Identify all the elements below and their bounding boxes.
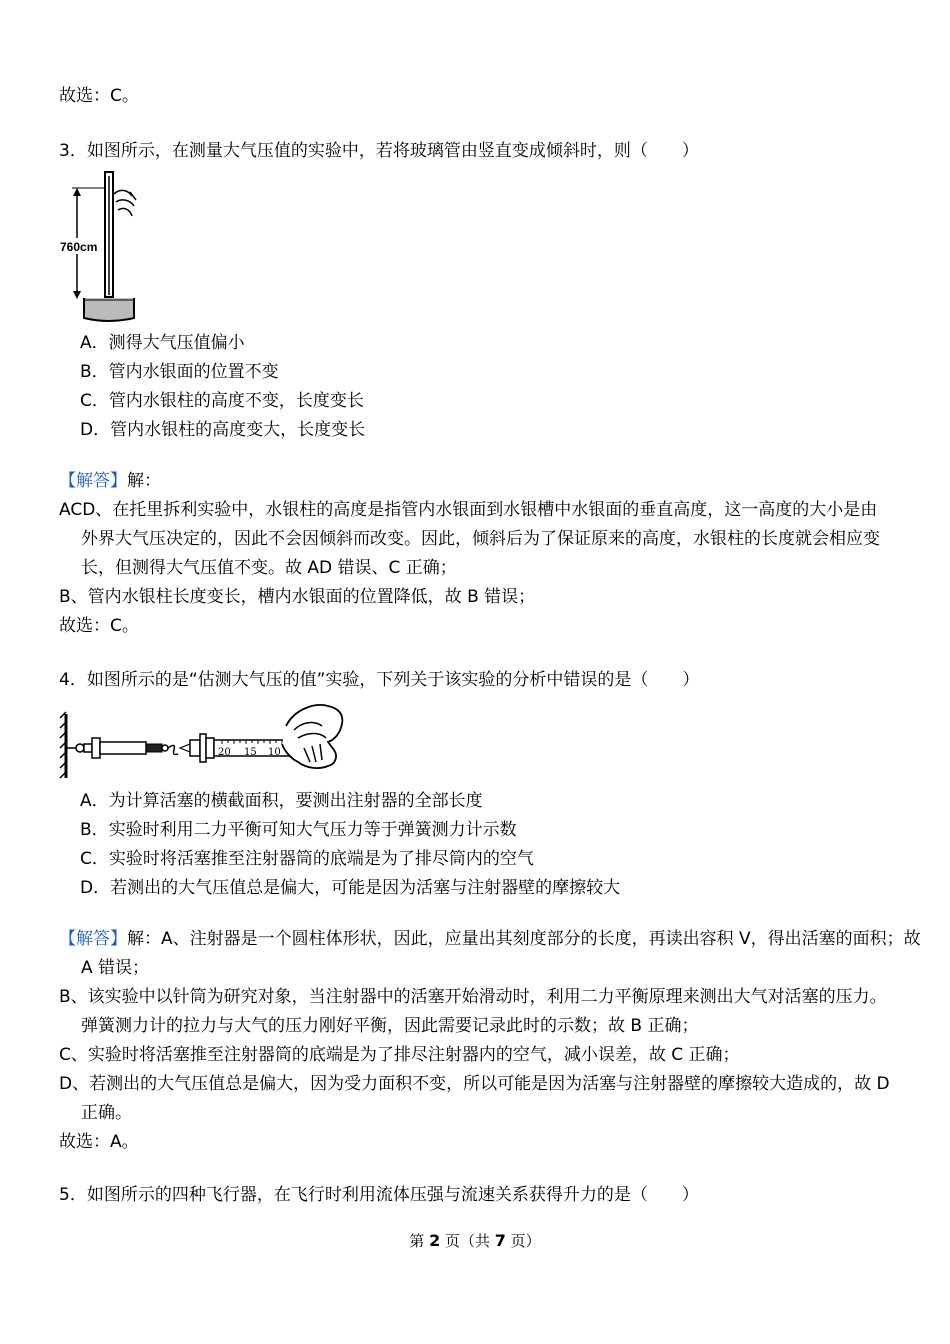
height-label: 760cm bbox=[60, 240, 98, 254]
q4-option-c: C．实验时将活塞推至注射器筒的底端是为了排尽筒内的空气 bbox=[80, 849, 534, 869]
q4-analysis-line: C、实验时将活塞推至注射器筒的底端是为了排尽注射器内的空气，减小误差，故 C 正确； bbox=[59, 1045, 740, 1065]
q3-option-c: C．管内水银柱的高度不变，长度变长 bbox=[80, 391, 364, 411]
total-pages: 7 bbox=[494, 1231, 506, 1250]
q3-analysis-line: 长，但测得大气压值不变。故 AD 错误、C 正确； bbox=[81, 558, 457, 578]
q4-analysis-line: A 错误； bbox=[81, 958, 150, 978]
top-answer: 故选：C。 bbox=[59, 86, 139, 106]
q4-option-a: A．为计算活塞的横截面积，要测出注射器的全部长度 bbox=[80, 791, 483, 811]
q4-option-d: D．若测出的大气压值总是偏大，可能是因为活塞与注射器壁的摩擦较大 bbox=[80, 878, 621, 898]
q4-analysis-line: 弹簧测力计的拉力与大气的压力刚好平衡，因此需要记录此时的示数；故 B 正确； bbox=[81, 1016, 699, 1036]
hand bbox=[282, 705, 342, 768]
q3-answer-heading: 【解答】解： bbox=[59, 471, 161, 491]
answer-tag: 【解答】 bbox=[59, 471, 127, 491]
q3-analysis-line: B、管内水银柱长度变长，槽内水银面的位置降低，故 B 错误； bbox=[59, 587, 536, 607]
q4-option-b: B．实验时利用二力平衡可知大气压力等于弹簧测力计示数 bbox=[80, 820, 517, 840]
q3-analysis-line: 外界大气压决定的，因此不会因倾斜而改变。因此，倾斜后为了保证原来的高度，水银柱的长度就会相应变 bbox=[81, 529, 880, 549]
scale-label-10: 10 bbox=[268, 747, 281, 758]
q3-analysis-line: ACD、在托里拆利实验中，水银柱的高度是指管内水银面到水银槽中水银面的垂直高度，这一高度的大小是由 bbox=[59, 500, 878, 520]
q3-conclusion: 故选：C。 bbox=[59, 616, 139, 636]
q4-analysis-line: D、若测出的大气压值总是偏大，因为受力面积不变，所以可能是因为活塞与注射器壁的摩擦较大造成的，故 D bbox=[59, 1074, 890, 1094]
mercury-trough bbox=[84, 298, 134, 321]
page-footer: 第 2 页（共 7 页） bbox=[409, 1231, 541, 1250]
q4-analysis-line: 正确。 bbox=[81, 1103, 132, 1123]
scale-label-15: 15 bbox=[244, 747, 257, 758]
page-number: 2 bbox=[429, 1231, 441, 1250]
q4-conclusion: 故选：A。 bbox=[59, 1132, 139, 1152]
syringe-figure bbox=[58, 700, 348, 782]
q3-stem: 3．如图所示，在测量大气压值的实验中，若将玻璃管由竖直变成倾斜时，则（ ） bbox=[59, 141, 699, 161]
scale-label-20: 20 bbox=[218, 747, 231, 758]
answer-tag: 【解答】 bbox=[59, 929, 127, 949]
q4-answer-heading: 【解答】解：A、注射器是一个圆柱体形状，因此，应量出其刻度部分的长度，再读出容积 V，得出活塞的面积；故 bbox=[59, 929, 921, 949]
q4-stem: 4．如图所示的是“估测大气压的值”实验，下列关于该实验的分析中错误的是（ ） bbox=[59, 670, 700, 690]
spring-scale bbox=[100, 742, 146, 754]
q3-option-a: A．测得大气压值偏小 bbox=[80, 333, 245, 353]
q3-option-d: D．管内水银柱的高度变大，长度变长 bbox=[80, 420, 366, 440]
hand bbox=[114, 190, 136, 216]
q5-stem: 5．如图所示的四种飞行器，在飞行时利用流体压强与流速关系获得升力的是（ ） bbox=[59, 1185, 699, 1205]
q3-option-b: B．管内水银面的位置不变 bbox=[80, 362, 279, 382]
q4-analysis-line: B、该实验中以针筒为研究对象，当注射器中的活塞开始滑动时，利用二力平衡原理来测出大气对活塞的压力。 bbox=[59, 987, 887, 1007]
barometer-figure bbox=[58, 170, 140, 322]
